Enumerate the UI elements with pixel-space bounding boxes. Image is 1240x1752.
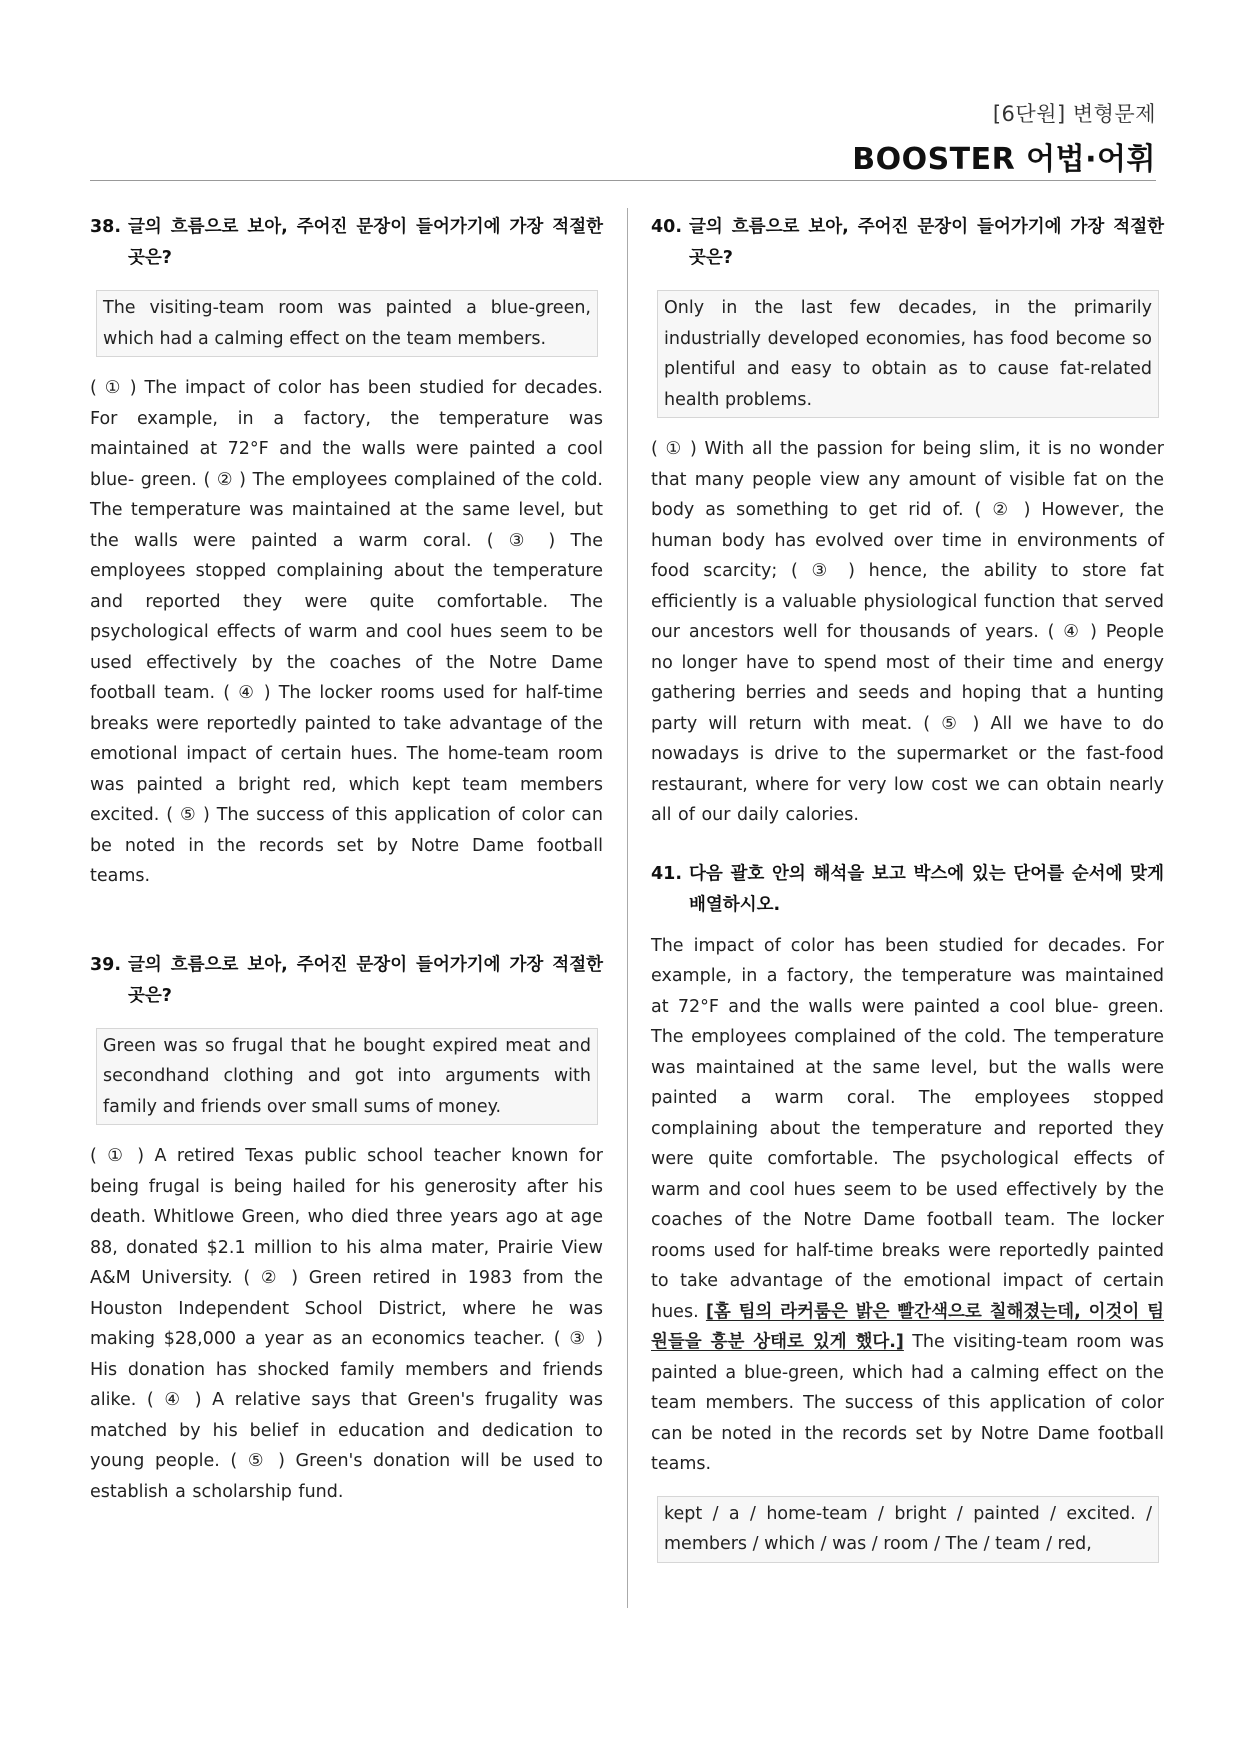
question-41-passage <box>651 931 1164 1480</box>
question-41-number: 41. <box>651 863 683 884</box>
page-header <box>852 98 1156 178</box>
question-41-passage-after: The visiting-team room was painted a blue-green, which had a calming effect on the team members. The success of this application of color can be noted in the records set by Notre Dame football teams. <box>651 1332 1164 1474</box>
question-41-passage-before: The impact of color has been studied for decades. For example, in a factory, the temperature was maintained at 72°F and the walls were painted a cool blue- green. The employees complained of the cold. The temperature was maintained at the same level, but the walls were painted a warm coral. The employees stopped complaining about the temperature and reported they were quite comfortable. The psychological effects of warm and cool hues seem to be used effectively by the coaches of the Notre Dame football team. The locker rooms used for half-time breaks were reportedly painted to take advantage of the emotional impact of certain hues. <box>651 935 1164 1322</box>
left-column <box>90 212 603 1507</box>
question-41-korean-hint: [홈 팀의 라커룸은 밝은 빨간색으로 칠해졌는데, 이것이 팀원들을 흥분 상태로 있게 했다.] <box>651 1301 1164 1352</box>
booster-title: BOOSTER 어법·어휘 <box>852 142 1156 177</box>
question-39-prompt: 글의 흐름으로 보아, 주어진 문장이 들어가기에 가장 적절한 곳은? <box>128 954 603 1006</box>
question-39-given-sentence: Green was so frugal that he bought expired meat and secondhand clothing and got into arguments with family and friends over small sums of money. <box>96 1028 598 1126</box>
header-divider <box>90 180 1156 181</box>
question-40-title <box>651 212 1164 274</box>
question-38-number: 38. <box>90 217 122 237</box>
column-divider <box>627 208 628 1608</box>
unit-label: [6단원] 변형문제 <box>992 102 1156 126</box>
question-40-given-sentence: Only in the last few decades, in the primarily industrially developed economies, has food become so plentiful and easy to obtain as to cause fat-related health problems. <box>657 290 1159 418</box>
right-column <box>651 212 1164 1579</box>
question-40-prompt: 글의 흐름으로 보아, 주어진 문장이 들어가기에 가장 적절한 곳은? <box>689 217 1164 268</box>
question-41-prompt: 다음 괄호 안의 해석을 보고 박스에 있는 단어를 순서에 맞게 배열하시오. <box>689 863 1164 915</box>
question-38 <box>90 212 603 892</box>
question-39-passage: ( ① ) A retired Texas public school teacher known for being frugal is being hailed for his generosity after his death. Whitlowe Green, who died three years ago at age 88, donated $2.1 million to his alma mater, Prairie View A&M University. ( ② ) Green retired in 1983 from the Houston Independent School District, where he was making $28,000 a year as an economics teacher. ( ③ ) His donation has shocked family members and friends alike. ( ④ ) A relative says that Green's frugality was matched by his belief in education and dedication to young people. ( ⑤ ) Green's donation will be used to establish a scholarship fund. <box>90 1146 603 1502</box>
question-38-prompt: 글의 흐름으로 보아, 주어진 문장이 들어가기에 가장 적절한 곳은? <box>128 217 603 268</box>
question-38-given-sentence: The visiting-team room was painted a blue-green, which had a calming effect on the team members. <box>96 290 598 357</box>
question-40-number: 40. <box>651 217 683 237</box>
question-38-title <box>90 212 603 274</box>
question-38-passage: ( ① ) The impact of color has been studied for decades. For example, in a factory, the temperature was maintained at 72°F and the walls were painted a cool blue- green. ( ② ) The employees complained of the cold. The temperature was maintained at the same level, but the walls were painted a warm coral. ( ③ ) The employees stopped complaining about the temperature and reported they were quite comfortable. The psychological effects of warm and cool hues seem to be used effectively by the coaches of the Notre Dame football team. ( ④ ) The locker rooms used for half-time breaks were reportedly painted to take advantage of the emotional impact of certain hues. The home-team room was painted a bright red, which kept team members excited. ( ⑤ ) The success of this application of color can be noted in the records set by Notre Dame football teams. <box>90 378 603 886</box>
question-41-word-box: kept / a / home-team / bright / painted / excited. / members / which / was / room / The / team / red, <box>657 1496 1159 1563</box>
question-40-passage: ( ① ) With all the passion for being slim, it is no wonder that many people view any amount of visible fat on the body as something to get rid of. ( ② ) However, the human body has evolved over time in environments of food scarcity; ( ③ ) hence, the ability to store fat efficiently is a valuable physiological function that served our ancestors well for thousands of years. ( ④ ) People no longer have to spend most of their time and energy gathering berries and seeds and hoping that a hunting party will return with meat. ( ⑤ ) All we have to do nowadays is drive to the supermarket or the fast-food restaurant, where for very low cost we can obtain nearly all of our daily calories. <box>651 439 1164 825</box>
question-41-title <box>651 859 1164 921</box>
question-41 <box>651 859 1164 1563</box>
question-39-number: 39. <box>90 954 122 975</box>
question-39-title <box>90 950 603 1012</box>
question-39 <box>90 950 603 1508</box>
question-40 <box>651 212 1164 831</box>
